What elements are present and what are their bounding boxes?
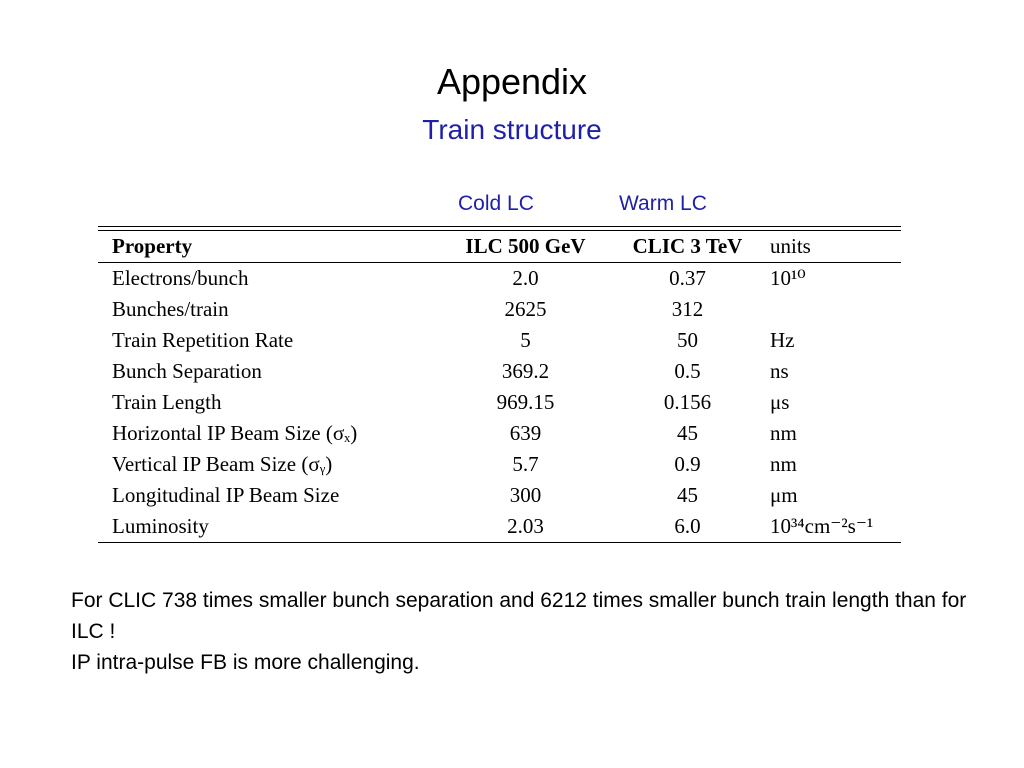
- table-row: [98, 418, 901, 449]
- cell-unit: μs: [770, 390, 790, 414]
- cell-property: Longitudinal IP Beam Size: [112, 483, 340, 507]
- table-row: [98, 511, 901, 543]
- warm-lc-label: Warm LC: [619, 192, 707, 215]
- cell-clic: 45: [677, 421, 698, 445]
- cell-clic: 50: [677, 328, 698, 352]
- cell-unit: Hz: [770, 328, 795, 352]
- cell-property: Bunch Separation: [112, 359, 262, 383]
- table-row: [98, 356, 901, 387]
- note-line-2: IP intra-pulse FB is more challenging.: [71, 651, 420, 674]
- table-row: [98, 387, 901, 418]
- note-line-1: For CLIC 738 times smaller bunch separation and 6212 times smaller bunch train length than for ILC !: [71, 589, 967, 643]
- table-top-rule: [98, 226, 901, 227]
- cell-property: Bunches/train: [112, 297, 229, 321]
- cold-lc-label: Cold LC: [458, 192, 534, 215]
- cell-property: Vertical IP Beam Size (σᵧ): [112, 452, 333, 476]
- header-ilc: ILC 500 GeV: [442, 231, 609, 263]
- cell-unit: nm: [770, 452, 797, 476]
- cell-unit: nm: [770, 421, 797, 445]
- table-row: [98, 294, 901, 325]
- property-table: [98, 231, 901, 543]
- cell-clic: 0.9: [674, 452, 701, 476]
- cell-property: Electrons/bunch: [112, 266, 249, 290]
- slide-subtitle: Train structure: [422, 114, 602, 145]
- cell-ilc: 5: [520, 328, 531, 352]
- table-header-row: [98, 231, 901, 263]
- cell-ilc: 2.0: [512, 266, 539, 290]
- slide-title: Appendix: [436, 61, 588, 102]
- cell-property: Luminosity: [98, 511, 442, 543]
- cell-unit: [766, 294, 901, 325]
- cell-ilc: 2625: [504, 297, 547, 321]
- table-row: [98, 480, 901, 511]
- header-property: Property: [98, 231, 442, 263]
- cell-clic: 45: [677, 483, 698, 507]
- table-row: [98, 449, 901, 480]
- cell-ilc: 2.03: [442, 511, 609, 543]
- cell-ilc: 369.2: [501, 359, 550, 383]
- cell-ilc: 5.7: [512, 452, 539, 476]
- table-row: [98, 325, 901, 356]
- header-clic: CLIC 3 TeV: [609, 231, 766, 263]
- cell-property: Horizontal IP Beam Size (σₓ): [112, 421, 358, 445]
- cell-unit: ns: [770, 359, 789, 383]
- cell-clic: 0.156: [663, 390, 712, 414]
- cell-property: Train Repetition Rate: [112, 328, 294, 352]
- cell-clic: 6.0: [609, 511, 766, 543]
- train-structure-table: [98, 226, 901, 543]
- cell-unit: 10³⁴cm⁻²s⁻¹: [766, 511, 901, 543]
- cell-ilc: 300: [509, 483, 542, 507]
- cell-property: Train Length: [112, 390, 222, 414]
- table-row: [98, 263, 901, 295]
- cell-ilc: 639: [509, 421, 542, 445]
- cell-unit: 10¹⁰: [770, 266, 806, 290]
- cell-clic: 312: [671, 297, 704, 321]
- cell-clic: 0.37: [669, 266, 706, 290]
- cell-unit: μm: [770, 483, 798, 507]
- cell-ilc: 969.15: [496, 390, 555, 414]
- cell-clic: 0.5: [674, 359, 701, 383]
- header-units: units: [766, 231, 901, 263]
- notes-text: [71, 585, 971, 678]
